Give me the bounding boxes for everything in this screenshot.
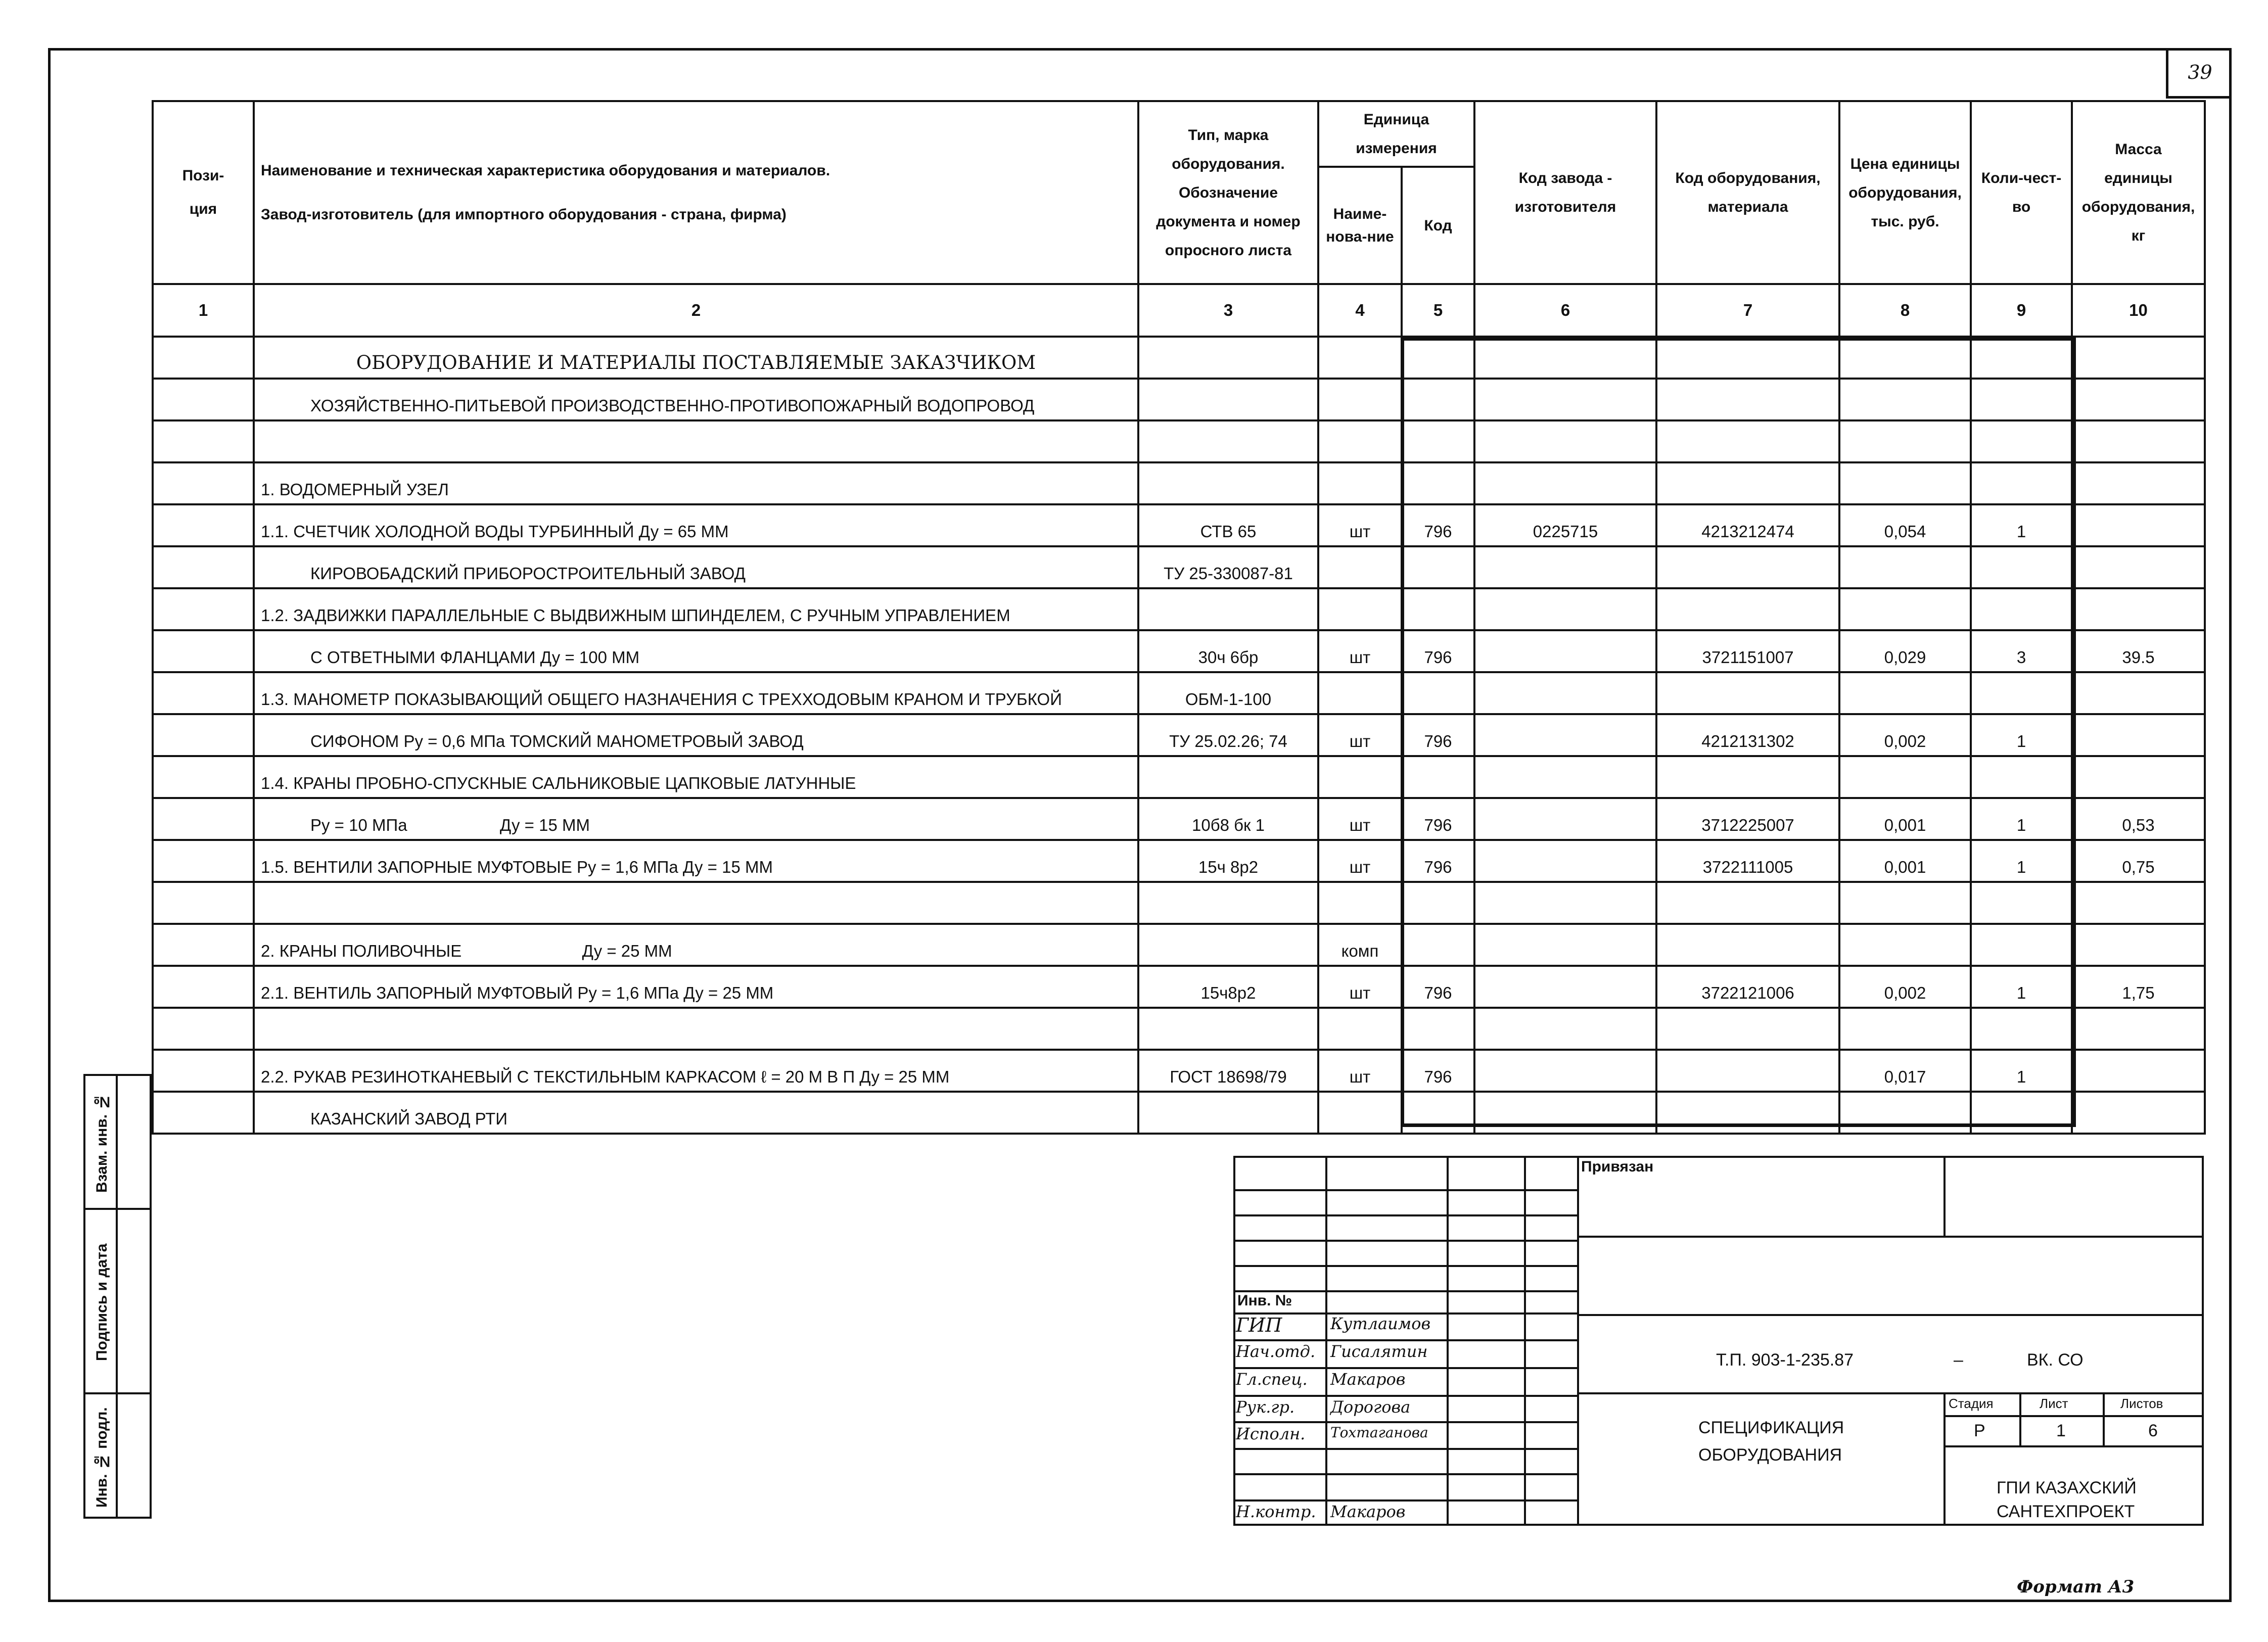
item-name: СИФОНОМ Ру = 0,6 МПа ТОМСКИЙ МАНОМЕТРОВЫЙ ЗАВОД	[254, 714, 1138, 756]
item-quantity: 1	[1971, 966, 2072, 1008]
item-type: 15ч8р2	[1138, 966, 1318, 1008]
item-position	[153, 714, 254, 756]
item-unit	[1318, 756, 1402, 798]
item-unit: шт	[1318, 798, 1402, 840]
item-mass	[2072, 1050, 2205, 1092]
doc-dash: –	[1954, 1350, 1963, 1370]
column-number: 2	[254, 284, 1138, 337]
item-quantity	[1971, 882, 2072, 924]
item-position	[153, 756, 254, 798]
item-name	[254, 420, 1138, 462]
item-unit: шт	[1318, 714, 1402, 756]
item-quantity	[1971, 546, 2072, 588]
sheet-value: 1	[2056, 1421, 2066, 1440]
header-unit-code: Код	[1402, 167, 1474, 284]
column-number: 6	[1474, 284, 1656, 337]
signer-role: Исполн.	[1236, 1424, 1306, 1443]
item-unit	[1318, 379, 1402, 420]
item-position	[153, 462, 254, 504]
item-unit-code	[1402, 882, 1474, 924]
item-name: 1.1. СЧЕТЧИК ХОЛОДНОЙ ВОДЫ ТУРБИННЫЙ Ду = 65 ММ	[254, 504, 1138, 546]
item-price	[1839, 1092, 1971, 1134]
item-unit-code: 796	[1402, 966, 1474, 1008]
item-plant-code	[1474, 714, 1656, 756]
header-name-line2: Завод-изготовитель (для импортного оборудования - страна, фирма)	[261, 206, 786, 223]
item-mass	[2072, 337, 2205, 379]
item-position	[153, 546, 254, 588]
item-quantity: 1	[1971, 1050, 2072, 1092]
column-number: 3	[1138, 284, 1318, 337]
header-price: Цена единицы оборудования, тыс. руб.	[1839, 101, 1971, 284]
item-price: 0,002	[1839, 966, 1971, 1008]
item-name: 1.5. ВЕНТИЛИ ЗАПОРНЫЕ МУФТОВЫЕ Ру = 1,6 МПа Ду = 15 ММ	[254, 840, 1138, 882]
item-name	[254, 882, 1138, 924]
item-type	[1138, 924, 1318, 966]
item-plant-code	[1474, 840, 1656, 882]
item-unit-code: 796	[1402, 840, 1474, 882]
item-mass	[2072, 714, 2205, 756]
item-material-code: 3712225007	[1656, 798, 1839, 840]
item-name: ХОЗЯЙСТВЕННО-ПИТЬЕВОЙ ПРОИЗВОДСТВЕННО-ПРОТИВОПОЖАРНЫЙ ВОДОПРОВОД	[254, 379, 1138, 420]
item-price	[1839, 588, 1971, 630]
item-position	[153, 798, 254, 840]
signer-name: Кутлаимов	[1330, 1314, 1431, 1333]
item-unit	[1318, 588, 1402, 630]
item-name: 1.3. МАНОМЕТР ПОКАЗЫВАЮЩИЙ ОБЩЕГО НАЗНАЧЕНИЯ С ТРЕХХОДОВЫМ КРАНОМ И ТРУБКОЙ	[254, 672, 1138, 714]
left-stamp-strip	[83, 1074, 152, 1519]
item-quantity	[1971, 379, 2072, 420]
item-unit-code	[1402, 588, 1474, 630]
item-unit-code	[1402, 1008, 1474, 1050]
item-material-code: 4212131302	[1656, 714, 1839, 756]
item-position	[153, 630, 254, 672]
item-unit	[1318, 1008, 1402, 1050]
item-material-code: 4213212474	[1656, 504, 1839, 546]
item-type	[1138, 882, 1318, 924]
signer-role: ГИП	[1236, 1314, 1282, 1336]
item-type: ОБМ-1-100	[1138, 672, 1318, 714]
header-unit-name: Наиме-нова-ние	[1318, 167, 1402, 284]
item-name: 1.2. ЗАДВИЖКИ ПАРАЛЛЕЛЬНЫЕ С ВЫДВИЖНЫМ ШПИНДЕЛЕМ, С РУЧНЫМ УПРАВЛЕНИЕМ	[254, 588, 1138, 630]
item-material-code	[1656, 924, 1839, 966]
item-unit-code	[1402, 546, 1474, 588]
item-quantity	[1971, 1092, 2072, 1134]
item-material-code: 3721151007	[1656, 630, 1839, 672]
item-material-code	[1656, 672, 1839, 714]
item-material-code	[1656, 1050, 1839, 1092]
item-plant-code	[1474, 546, 1656, 588]
item-name: ОБОРУДОВАНИЕ И МАТЕРИАЛЫ ПОСТАВЛЯЕМЫЕ ЗАКАЗЧИКОМ	[254, 337, 1138, 379]
item-unit-code	[1402, 1092, 1474, 1134]
header-name	[254, 101, 1138, 284]
item-position	[153, 588, 254, 630]
signer-name: Гисалятин	[1330, 1342, 1428, 1361]
item-price	[1839, 462, 1971, 504]
item-position	[153, 420, 254, 462]
item-name: 2.1. ВЕНТИЛЬ ЗАПОРНЫЙ МУФТОВЫЙ Ру = 1,6 МПа Ду = 25 ММ	[254, 966, 1138, 1008]
inv-dup-label: Взам. инв. №	[94, 1093, 110, 1193]
item-position	[153, 1008, 254, 1050]
column-number: 8	[1839, 284, 1971, 337]
specification-table	[152, 100, 2206, 1135]
item-price	[1839, 420, 1971, 462]
item-plant-code	[1474, 1050, 1656, 1092]
header-plant-code: Код завода - изготовителя	[1474, 101, 1656, 284]
table-row	[153, 798, 2205, 840]
table-row	[153, 504, 2205, 546]
item-plant-code: 0225715	[1474, 504, 1656, 546]
table-row	[153, 966, 2205, 1008]
table-row	[153, 756, 2205, 798]
signer-role: Н.контр.	[1236, 1502, 1316, 1521]
item-unit-code	[1402, 924, 1474, 966]
item-type: 30ч 6бр	[1138, 630, 1318, 672]
item-type	[1138, 756, 1318, 798]
item-mass	[2072, 504, 2205, 546]
item-unit-code: 796	[1402, 798, 1474, 840]
sheet-label: Лист	[2040, 1396, 2068, 1411]
item-quantity: 1	[1971, 504, 2072, 546]
column-number: 5	[1402, 284, 1474, 337]
item-price: 0,001	[1839, 840, 1971, 882]
item-price: 0,054	[1839, 504, 1971, 546]
column-number: 1	[153, 284, 254, 337]
title-line2: ОБОРУДОВАНИЯ	[1698, 1445, 1842, 1465]
header-unit-group: Единица измерения	[1318, 101, 1474, 167]
item-position	[153, 379, 254, 420]
item-unit: шт	[1318, 630, 1402, 672]
item-type: СТВ 65	[1138, 504, 1318, 546]
stage-label: Стадия	[1949, 1396, 1994, 1411]
item-unit-code	[1402, 379, 1474, 420]
item-plant-code	[1474, 1092, 1656, 1134]
header-position: Пози- ция	[153, 101, 254, 284]
item-type: ТУ 25.02.26; 74	[1138, 714, 1318, 756]
item-mass	[2072, 1008, 2205, 1050]
sheets-label: Листов	[2120, 1396, 2163, 1411]
item-plant-code	[1474, 588, 1656, 630]
item-plant-code	[1474, 882, 1656, 924]
item-unit	[1318, 337, 1402, 379]
item-unit-code	[1402, 756, 1474, 798]
item-unit-code: 796	[1402, 714, 1474, 756]
item-price	[1839, 337, 1971, 379]
header-type: Тип, марка оборудования. Обозначение документа и номер опросного листа	[1138, 101, 1318, 284]
item-unit: шт	[1318, 504, 1402, 546]
item-plant-code	[1474, 672, 1656, 714]
item-position	[153, 672, 254, 714]
item-price: 0,002	[1839, 714, 1971, 756]
doc-code: Т.П. 903-1-235.87	[1716, 1350, 1854, 1370]
item-type: 10б8 бк 1	[1138, 798, 1318, 840]
table-row	[153, 1050, 2205, 1092]
item-name	[254, 1008, 1138, 1050]
column-number: 7	[1656, 284, 1839, 337]
signer-role: Рук.гр.	[1236, 1397, 1295, 1417]
item-position	[153, 924, 254, 966]
item-unit-code	[1402, 672, 1474, 714]
column-number: 4	[1318, 284, 1402, 337]
item-unit	[1318, 462, 1402, 504]
item-mass	[2072, 882, 2205, 924]
item-mass	[2072, 420, 2205, 462]
item-plant-code	[1474, 337, 1656, 379]
item-material-code	[1656, 337, 1839, 379]
item-plant-code	[1474, 420, 1656, 462]
item-type	[1138, 1092, 1318, 1134]
table-row	[153, 462, 2205, 504]
item-unit-code	[1402, 337, 1474, 379]
item-type: 15ч 8р2	[1138, 840, 1318, 882]
item-position	[153, 840, 254, 882]
table-row	[153, 379, 2205, 420]
item-plant-code	[1474, 1008, 1656, 1050]
item-position	[153, 1050, 254, 1092]
table-row	[153, 840, 2205, 882]
item-material-code	[1656, 1092, 1839, 1134]
item-name: 1. ВОДОМЕРНЫЙ УЗЕЛ	[254, 462, 1138, 504]
item-plant-code	[1474, 798, 1656, 840]
signer-name: Макаров	[1330, 1370, 1406, 1389]
privyazan-label: Привязан	[1581, 1158, 1654, 1175]
page-number: 39	[2166, 48, 2232, 99]
item-unit: шт	[1318, 840, 1402, 882]
org-line1: ГПИ КАЗАХСКИЙ	[1997, 1478, 2137, 1497]
item-price: 0,017	[1839, 1050, 1971, 1092]
item-mass	[2072, 588, 2205, 630]
column-number: 10	[2072, 284, 2205, 337]
item-quantity	[1971, 420, 2072, 462]
item-unit	[1318, 1092, 1402, 1134]
item-position	[153, 882, 254, 924]
item-type	[1138, 379, 1318, 420]
signer-name: Тохтаганова	[1330, 1424, 1428, 1441]
item-unit	[1318, 546, 1402, 588]
org-line2: САНТЕХПРОЕКТ	[1997, 1502, 2135, 1521]
table-row	[153, 546, 2205, 588]
item-price	[1839, 924, 1971, 966]
item-name: КИРОВОБАДСКИЙ ПРИБОРОСТРОИТЕЛЬНЫЙ ЗАВОД	[254, 546, 1138, 588]
item-plant-code	[1474, 379, 1656, 420]
signer-name: Макаров	[1330, 1502, 1406, 1521]
sign-date-label: Подпись и дата	[94, 1243, 110, 1361]
item-material-code: 3722111005	[1656, 840, 1839, 882]
column-number: 9	[1971, 284, 2072, 337]
item-unit	[1318, 672, 1402, 714]
header-material-code: Код оборудования, материала	[1656, 101, 1839, 284]
item-price	[1839, 379, 1971, 420]
item-mass: 1,75	[2072, 966, 2205, 1008]
item-quantity	[1971, 337, 2072, 379]
table-row	[153, 672, 2205, 714]
table-row	[153, 630, 2205, 672]
item-position	[153, 966, 254, 1008]
item-mass	[2072, 462, 2205, 504]
table-row	[153, 588, 2205, 630]
header-quantity: Коли-чест-во	[1971, 101, 2072, 284]
table-row	[153, 714, 2205, 756]
item-quantity	[1971, 1008, 2072, 1050]
item-type	[1138, 337, 1318, 379]
header-name-line1: Наименование и техническая характеристика оборудования и материалов.	[261, 162, 830, 179]
item-type: ТУ 25-330087-81	[1138, 546, 1318, 588]
item-mass	[2072, 1092, 2205, 1134]
item-plant-code	[1474, 462, 1656, 504]
signer-name: Дорогова	[1330, 1397, 1411, 1417]
table-row	[153, 337, 2205, 379]
item-mass	[2072, 672, 2205, 714]
table-row	[153, 882, 2205, 924]
item-unit-code: 796	[1402, 1050, 1474, 1092]
item-mass	[2072, 546, 2205, 588]
item-material-code	[1656, 379, 1839, 420]
item-plant-code	[1474, 966, 1656, 1008]
table-row	[153, 420, 2205, 462]
item-type	[1138, 1008, 1318, 1050]
item-quantity	[1971, 924, 2072, 966]
signer-role: Гл.спец.	[1236, 1370, 1308, 1389]
item-unit-code	[1402, 420, 1474, 462]
item-unit-code: 796	[1402, 630, 1474, 672]
item-type	[1138, 420, 1318, 462]
item-name: Ру = 10 МПа Ду = 15 ММ	[254, 798, 1138, 840]
item-mass	[2072, 924, 2205, 966]
sheet-code: ВК. СО	[2027, 1350, 2084, 1370]
item-position	[153, 1092, 254, 1134]
item-price	[1839, 672, 1971, 714]
item-unit-code	[1402, 462, 1474, 504]
item-type	[1138, 588, 1318, 630]
item-price: 0,029	[1839, 630, 1971, 672]
item-plant-code	[1474, 756, 1656, 798]
format-label: Формат А3	[2017, 1577, 2135, 1597]
item-unit	[1318, 420, 1402, 462]
item-material-code	[1656, 420, 1839, 462]
item-material-code	[1656, 546, 1839, 588]
item-mass	[2072, 379, 2205, 420]
item-mass: 39.5	[2072, 630, 2205, 672]
item-quantity	[1971, 756, 2072, 798]
item-quantity: 1	[1971, 714, 2072, 756]
item-plant-code	[1474, 630, 1656, 672]
item-price	[1839, 756, 1971, 798]
item-quantity: 1	[1971, 840, 2072, 882]
item-unit: шт	[1318, 1050, 1402, 1092]
item-position	[153, 337, 254, 379]
item-name: 1.4. КРАНЫ ПРОБНО-СПУСКНЫЕ САЛЬНИКОВЫЕ ЦАПКОВЫЕ ЛАТУННЫЕ	[254, 756, 1138, 798]
table-row	[153, 1092, 2205, 1134]
item-unit	[1318, 882, 1402, 924]
item-mass: 0,53	[2072, 798, 2205, 840]
title-line1: СПЕЦИФИКАЦИЯ	[1698, 1418, 1844, 1437]
signer-role: Нач.отд.	[1236, 1342, 1316, 1361]
item-price: 0,001	[1839, 798, 1971, 840]
item-name: КАЗАНСКИЙ ЗАВОД РТИ	[254, 1092, 1138, 1134]
item-price	[1839, 882, 1971, 924]
item-unit: шт	[1318, 966, 1402, 1008]
item-plant-code	[1474, 924, 1656, 966]
item-material-code	[1656, 882, 1839, 924]
table-row	[153, 1008, 2205, 1050]
item-material-code	[1656, 756, 1839, 798]
item-quantity: 1	[1971, 798, 2072, 840]
item-mass	[2072, 756, 2205, 798]
stage-value: Р	[1974, 1421, 1985, 1440]
item-unit: комп	[1318, 924, 1402, 966]
header-mass: Масса единицы оборудования, кг	[2072, 101, 2205, 284]
item-material-code: 3722121006	[1656, 966, 1839, 1008]
item-name: 2.2. РУКАВ РЕЗИНОТКАНЕВЫЙ С ТЕКСТИЛЬНЫМ КАРКАСОМ ℓ = 20 М В П Ду = 25 ММ	[254, 1050, 1138, 1092]
item-name: С ОТВЕТНЫМИ ФЛАНЦАМИ Ду = 100 ММ	[254, 630, 1138, 672]
column-numbers-row	[153, 284, 2205, 337]
item-material-code	[1656, 1008, 1839, 1050]
item-mass: 0,75	[2072, 840, 2205, 882]
item-name: 2. КРАНЫ ПОЛИВОЧНЫЕ Ду = 25 ММ	[254, 924, 1138, 966]
table-row	[153, 924, 2205, 966]
item-unit-code: 796	[1402, 504, 1474, 546]
item-quantity: 3	[1971, 630, 2072, 672]
item-type: ГОСТ 18698/79	[1138, 1050, 1318, 1092]
item-material-code	[1656, 588, 1839, 630]
item-price	[1839, 546, 1971, 588]
item-material-code	[1656, 462, 1839, 504]
item-price	[1839, 1008, 1971, 1050]
inv-no-label: Инв. №	[1237, 1292, 1292, 1309]
item-quantity	[1971, 588, 2072, 630]
inv-orig-label: Инв. № подл.	[94, 1407, 110, 1508]
sheets-value: 6	[2148, 1421, 2158, 1440]
item-quantity	[1971, 672, 2072, 714]
item-position	[153, 504, 254, 546]
item-quantity	[1971, 462, 2072, 504]
item-type	[1138, 462, 1318, 504]
